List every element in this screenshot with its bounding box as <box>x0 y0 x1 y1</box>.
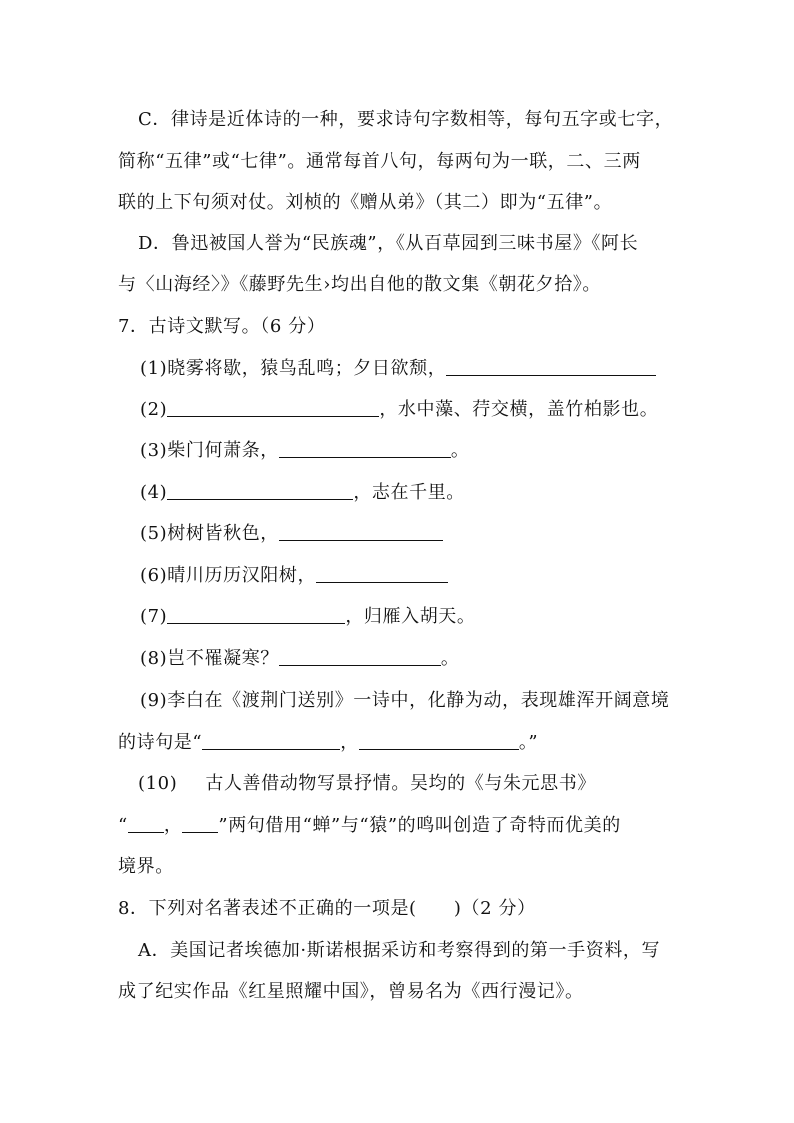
option-d-line-1: D．鲁迅被国人誉为“民族魂”，《从百草园到三味书屋》《阿长 <box>138 233 639 254</box>
recitation-5 <box>140 522 443 546</box>
recitation-5-text: (5)树树皆秋色， <box>140 523 279 544</box>
recitation-9-line-1: (9)李白在《渡荆门送别》一诗中，化静为动，表现雄浑开阔意境 <box>140 690 670 711</box>
answer-blank-10b[interactable] <box>182 814 218 833</box>
recitation-3 <box>140 439 470 463</box>
recitation-2-text: ，水中藻、荇交横，盖竹柏影也。 <box>379 399 659 420</box>
recitation-7-number: (7) <box>140 606 168 627</box>
answer-blank-4[interactable] <box>167 481 353 500</box>
recitation-4-text: ，志在千里。 <box>353 482 465 503</box>
recitation-9-end: 。” <box>518 732 539 753</box>
answer-blank-6[interactable] <box>316 564 448 583</box>
recitation-9-text: 的诗句是“ <box>118 732 203 753</box>
recitation-8-text: (8)岂不罹凝寒？ <box>140 648 279 669</box>
recitation-3-text: (3)柴门何萧条， <box>140 440 279 461</box>
recitation-7-text: ，归雁入胡天。 <box>345 606 476 627</box>
option-a-line-2: 成了纪实作品《红星照耀中国》，曾易名为《西行漫记》。 <box>118 981 584 1002</box>
answer-blank-9a[interactable] <box>202 731 340 750</box>
option-c-line-3: 联的上下句须对仗。刘桢的《赠从弟》（其二）即为“五律”。 <box>118 192 613 213</box>
answer-blank-3[interactable] <box>279 439 451 458</box>
recitation-4-number: (4) <box>140 482 168 503</box>
recitation-2 <box>140 398 658 422</box>
option-c-line-1: C．律诗是近体诗的一种，要求诗句字数相等，每句五字或七字， <box>138 109 674 130</box>
answer-blank-7[interactable] <box>167 605 345 624</box>
option-c-line-2: 简称“五律”或“七律”。通常每首八句，每两句为一联，二、三两 <box>118 151 641 172</box>
answer-blank-10a[interactable] <box>128 814 164 833</box>
answer-blank-5[interactable] <box>279 522 443 541</box>
recitation-1-text: (1)晓雾将歇，猿鸟乱鸣；夕日欲颓， <box>140 358 447 379</box>
recitation-10-number: (10) <box>138 773 178 794</box>
recitation-6-text: (6)晴川历历汉阳树， <box>140 565 317 586</box>
answer-blank-2[interactable] <box>167 398 379 417</box>
answer-blank-1[interactable] <box>446 357 656 376</box>
option-d-line-2: 与〈山海经〉》《藤野先生›均出自他的散文集《朝花夕拾》。 <box>118 274 601 295</box>
answer-blank-9b[interactable] <box>359 731 519 750</box>
recitation-10-open-quote: “ <box>118 815 128 836</box>
recitation-4 <box>140 481 465 505</box>
recitation-1 <box>140 357 656 381</box>
recitation-10-line-3: 境界。 <box>118 856 174 877</box>
recitation-9-comma: ， <box>340 732 359 753</box>
recitation-6 <box>140 564 448 588</box>
recitation-8-end: 。 <box>440 648 460 669</box>
recitation-10-line-2 <box>118 814 621 838</box>
recitation-9-line-2 <box>118 731 538 755</box>
recitation-10-line-1 <box>138 772 596 796</box>
question-8-title: 8．下列对名著表述不正确的一项是( )（2 分） <box>118 898 536 919</box>
answer-blank-8[interactable] <box>279 647 441 666</box>
recitation-2-number: (2) <box>140 399 168 420</box>
recitation-10-rest: ”两句借用“蝉”与“猿”的鸣叫创造了奇特而优美的 <box>218 815 621 836</box>
question-7-title: 7．古诗文默写。（6 分） <box>118 316 326 337</box>
recitation-8 <box>140 647 460 671</box>
recitation-3-end: 。 <box>450 440 470 461</box>
recitation-10-comma: ， <box>163 815 183 836</box>
recitation-10-text: 古人善借动物写景抒情。吴均的《与朱元思书》 <box>205 773 596 794</box>
recitation-7 <box>140 605 476 629</box>
option-a-line-1: A．美国记者埃德加·斯诺根据采访和考察得到的第一手资料，写 <box>138 940 661 961</box>
